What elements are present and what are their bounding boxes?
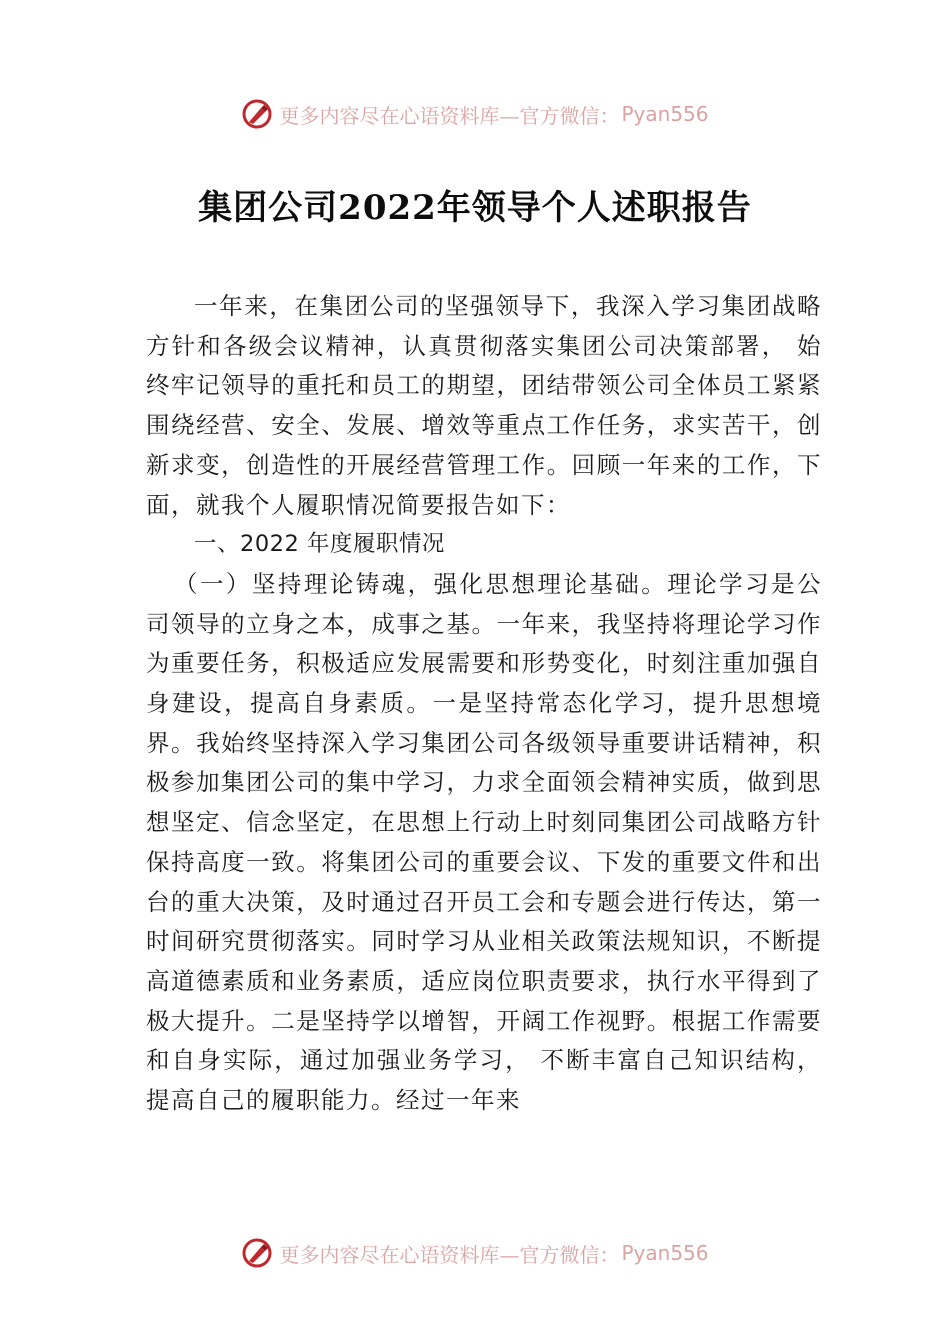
document-body [146, 287, 822, 1121]
footer-wechat-id: Pyan556 [621, 1241, 709, 1265]
pen-logo-icon [241, 98, 273, 130]
section-heading: 一、2022 年度履职情况 [194, 531, 445, 558]
header-banner-text: 更多内容尽在心语资料库—官方微信： [279, 103, 620, 128]
intro-paragraph: 一年来，在集团公司的坚强领导下，我深入学习集团战略方针和各级会议精神，认真贯彻落实集团公司决策部署， 始终牢记领导的重托和员工的期望，团结带领公司全体员工紧紧围绕经营、安全、发展、增效等重点工作任务，求实苦干，创新求变，创造性的开展经营管理工作。回顾一年来的工作，下面，就我个人履职情况简要报告如下： [146, 292, 822, 519]
footer-banner-text: 更多内容尽在心语资料库—官方微信： [279, 1242, 620, 1267]
header-banner [0, 92, 950, 136]
pen-logo-icon [241, 1237, 273, 1269]
header-wechat-id: Pyan556 [621, 102, 709, 126]
footer-banner [0, 1231, 950, 1275]
section-paragraph: （一）坚持理论铸魂，强化思想理论基础。理论学习是公司领导的立身之本，成事之基。一年来，我坚持将理论学习作为重要任务，积极适应发展需要和形势变化，时刻注重加强自身建设，提高自身素质。一是坚持常态化学习，提升思想境界。我始终坚持深入学习集团公司各级领导重要讲话精神，积极参加集团公司的集中学习，力求全面领会精神实质，做到思想坚定、信念坚定，在思想上行动上时刻同集团公司战略方针保持高度一致。将集团公司的重要会议、下发的重要文件和出台的重大决策，及时通过召开员工会和专题会进行传达，第一时间研究贯彻落实。同时学习从业相关政策法规知识，不断提高道德素质和业务素质，适应岗位职责要求，执行水平得到了极大提升。二是坚持学以增智，开阔工作视野。根据工作需要和自身实际，通过加强业务学习， 不断丰富自己知识结构，提高自己的履职能力。经过一年来 [146, 569, 822, 1115]
document-title: 集团公司2022年领导个人述职报告 [198, 188, 752, 228]
